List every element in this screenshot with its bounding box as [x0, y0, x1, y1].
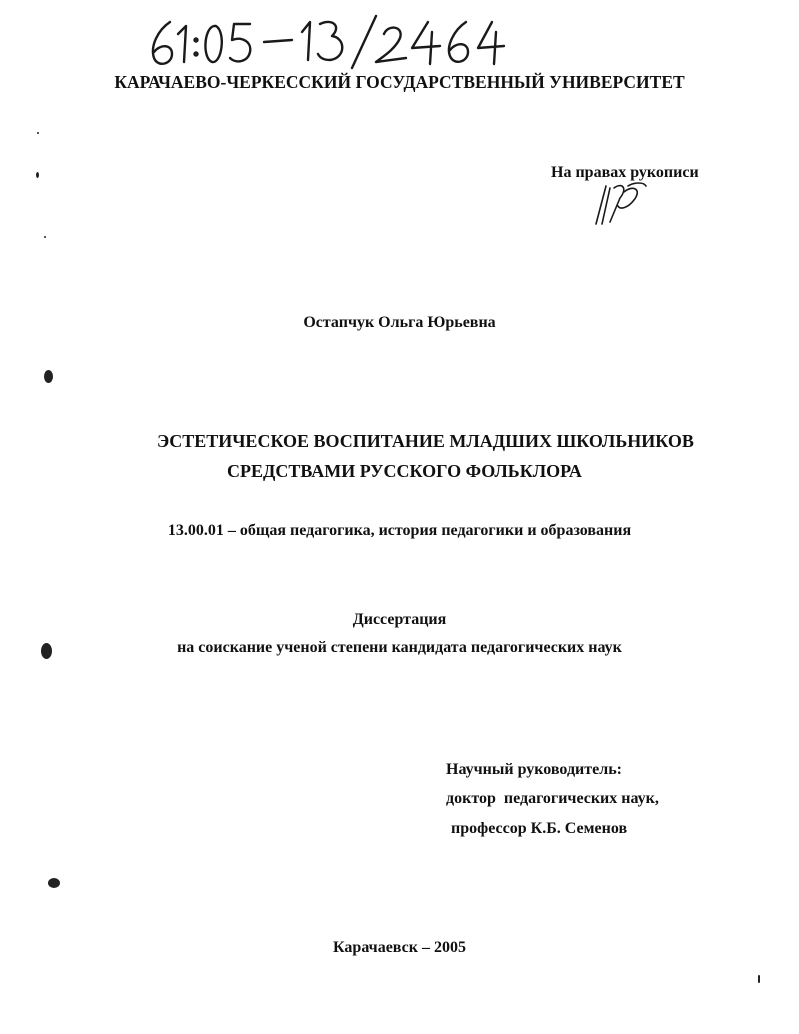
advisor-label: Научный руководитель: [446, 761, 622, 778]
degree-purpose: на соискание ученой степени кандидата педагогических наук [177, 639, 622, 656]
scan-speck [36, 172, 39, 178]
advisor-name: профессор К.Б. Семенов [451, 820, 628, 837]
signature [588, 178, 648, 230]
title-line-1: ЭСТЕТИЧЕСКОЕ ВОСПИТАНИЕ МЛАДШИХ ШКОЛЬНИКОВ [157, 431, 694, 451]
manuscript-rights-note: На правах рукописи [551, 164, 699, 181]
specialty-code: 13.00.01 – общая педагогика, история педагогики и образования [167, 522, 632, 539]
scan-speck [44, 370, 53, 383]
scan-speck [758, 975, 760, 983]
handwritten-archive-code [140, 12, 510, 70]
scan-speck [44, 236, 46, 238]
author-name: Остапчук Ольга Юрьевна [303, 314, 496, 331]
scan-speck [48, 878, 60, 888]
title-line-2: СРЕДСТВАМИ РУССКОГО ФОЛЬКЛОРА [227, 461, 582, 481]
dissertation-label: Диссертация [352, 611, 447, 628]
place-and-year: Карачаевск – 2005 [333, 939, 466, 956]
university-name: КАРАЧАЕВО-ЧЕРКЕССКИЙ ГОСУДАРСТВЕННЫЙ УНИВЕРСИТЕТ [114, 72, 685, 92]
scan-speck [41, 643, 52, 659]
scan-speck [37, 132, 39, 134]
advisor-degree: доктор педагогических наук, [446, 790, 659, 807]
